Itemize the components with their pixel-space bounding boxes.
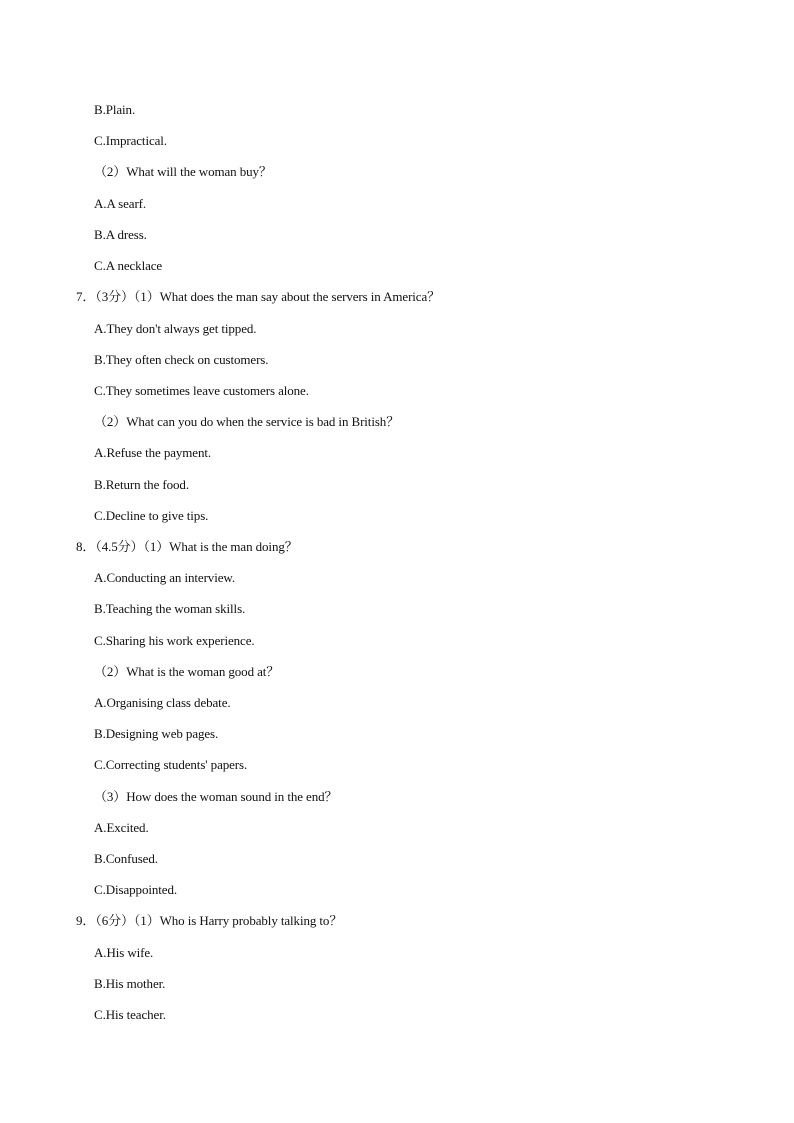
option-line: B.Return the food. — [94, 477, 189, 492]
option-line: A.Excited. — [94, 820, 149, 835]
option-line: B.Confused. — [94, 851, 158, 866]
option-line: C.His teacher. — [94, 1007, 166, 1022]
option-line: B.His mother. — [94, 976, 166, 991]
option-line: A.They don't always get tipped. — [94, 321, 257, 336]
option-line: C.Correcting students' papers. — [94, 757, 248, 772]
option-line: B.Plain. — [94, 102, 136, 117]
option-line: C.They sometimes leave customers alone. — [94, 383, 309, 398]
option-line: A.His wife. — [94, 945, 154, 960]
option-line: A.Conducting an interview. — [94, 570, 235, 585]
subquestion-line: （3）How does the woman sound in the end？ — [94, 789, 338, 804]
subquestion-line: （2）What is the woman good at？ — [94, 664, 280, 679]
option-line: A.Organising class debate. — [94, 695, 231, 710]
subquestion-line: （2）What can you do when the service is bad in British？ — [94, 414, 400, 429]
option-line: B.A dress. — [94, 227, 147, 242]
option-line: B.Designing web pages. — [94, 726, 219, 741]
option-line: C.Sharing his work experience. — [94, 633, 255, 648]
option-line: C.Impractical. — [94, 133, 167, 148]
option-line: C.Decline to give tips. — [94, 508, 209, 523]
option-line: A.Refuse the payment. — [94, 445, 212, 460]
option-line: A.A searf. — [94, 196, 147, 211]
question-line: 8．（4.5分）（1）What is the man doing？ — [76, 539, 298, 554]
option-line: C.Disappointed. — [94, 882, 177, 897]
option-line: B.They often check on customers. — [94, 352, 269, 367]
option-line: C.A necklace — [94, 258, 163, 273]
option-line: B.Teaching the woman skills. — [94, 601, 246, 616]
subquestion-line: （2）What will the woman buy？ — [94, 164, 272, 179]
question-line: 7．（3分）（1）What does the man say about the servers in America？ — [76, 289, 441, 304]
question-line: 9．（6分）（1）Who is Harry probably talking to？ — [76, 913, 343, 928]
